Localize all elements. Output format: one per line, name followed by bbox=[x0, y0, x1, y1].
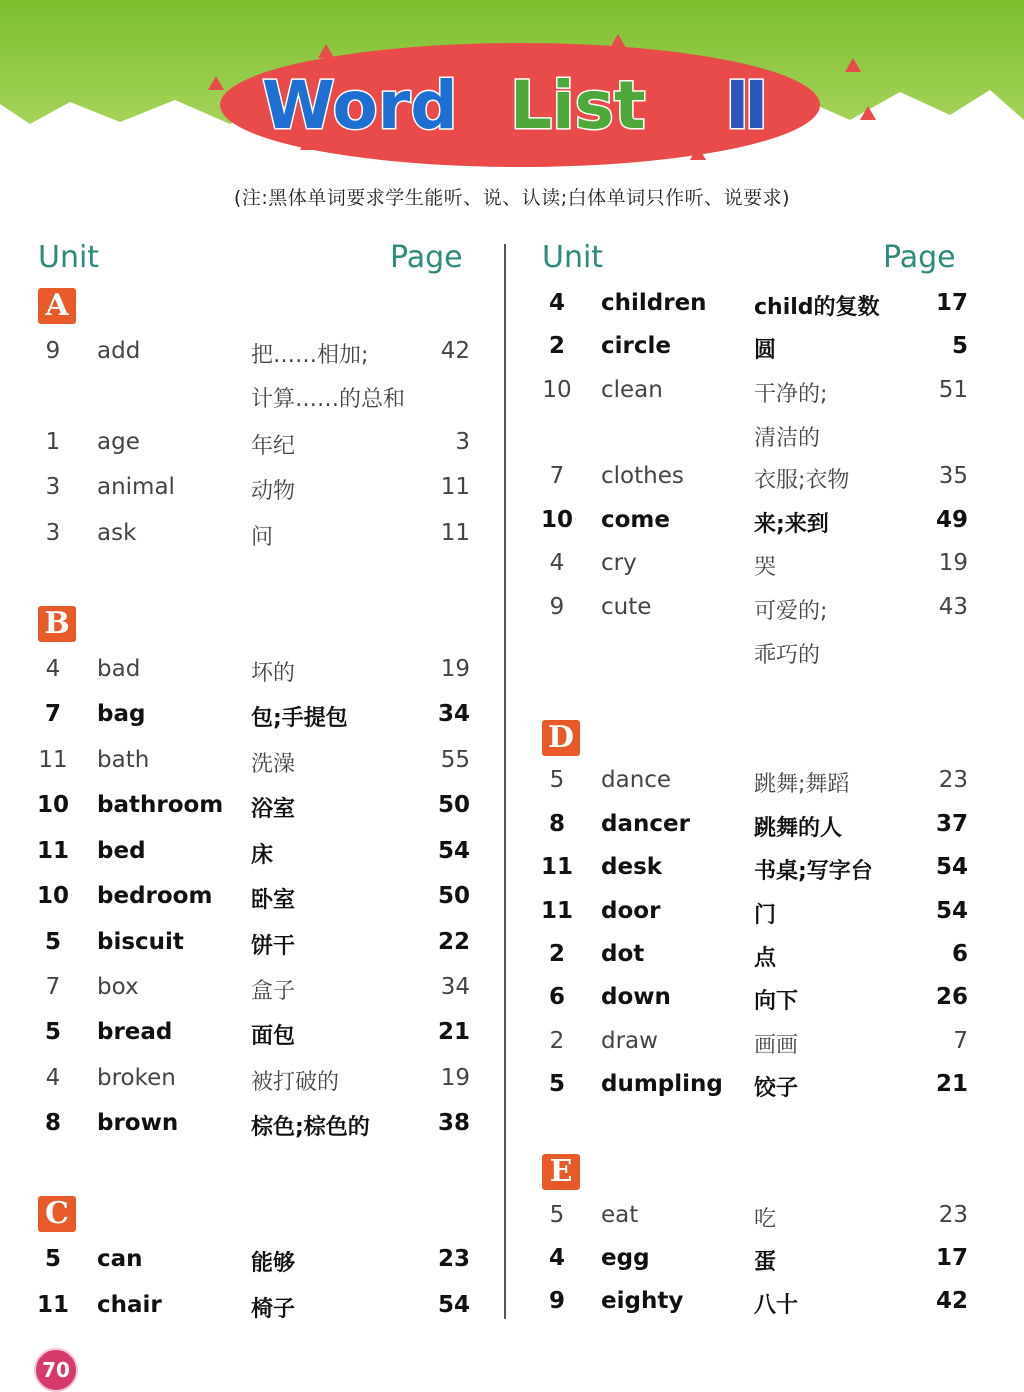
unit-number: 5 bbox=[44, 929, 61, 955]
chinese-meaning: 动物 bbox=[251, 479, 296, 504]
chinese-meaning: 问 bbox=[251, 525, 274, 550]
unit-number: 4 bbox=[45, 1065, 61, 1091]
chinese-meaning: 把……相加; bbox=[251, 343, 369, 368]
right-unit-header: Unit bbox=[542, 240, 604, 275]
unit-number: 10 bbox=[540, 507, 573, 533]
chinese-meaning: 饼干 bbox=[251, 934, 296, 959]
page-ref: 54 bbox=[935, 854, 968, 880]
word-entry bbox=[0, 1028, 1024, 1064]
chinese-meaning: 圆 bbox=[754, 338, 777, 363]
chinese-meaning: 向下 bbox=[754, 989, 799, 1014]
page-ref: 42 bbox=[440, 338, 470, 364]
page-ref: 3 bbox=[455, 429, 470, 455]
english-word: broken bbox=[97, 1065, 176, 1091]
unit-number: 3 bbox=[45, 520, 61, 546]
page-ref: 42 bbox=[935, 1288, 968, 1314]
word-entry bbox=[0, 429, 1024, 465]
unit-number: 1 bbox=[45, 429, 61, 455]
page-number: 70 bbox=[34, 1348, 78, 1392]
unit-number: 4 bbox=[548, 1245, 565, 1271]
unit-number: 3 bbox=[45, 474, 61, 500]
unit-number: 5 bbox=[44, 1019, 61, 1045]
english-word: dance bbox=[601, 767, 672, 793]
unit-number: 11 bbox=[38, 747, 68, 773]
unit-number: 7 bbox=[45, 974, 61, 1000]
chinese-meaning: 被打破的 bbox=[251, 1070, 340, 1095]
chinese-meaning: 饺子 bbox=[754, 1076, 799, 1101]
chinese-meaning: 衣服;衣物 bbox=[754, 468, 850, 493]
chinese-meaning: 床 bbox=[251, 843, 274, 868]
english-word: ask bbox=[97, 520, 137, 546]
page-ref: 54 bbox=[935, 898, 968, 924]
chinese-meaning: 椅子 bbox=[251, 1297, 296, 1322]
english-word: bedroom bbox=[97, 883, 213, 909]
english-word: bad bbox=[97, 656, 141, 682]
english-word: dancer bbox=[601, 811, 690, 837]
word-entry bbox=[0, 507, 1024, 543]
chinese-meaning: 盒子 bbox=[251, 979, 296, 1004]
english-word: cute bbox=[601, 594, 652, 620]
unit-number: 2 bbox=[548, 941, 565, 967]
english-word: dot bbox=[601, 941, 645, 967]
unit-number: 4 bbox=[45, 656, 61, 682]
svg-text:List: List bbox=[510, 67, 646, 144]
unit-number: 5 bbox=[44, 1246, 61, 1272]
english-word: can bbox=[97, 1246, 143, 1272]
word-entry bbox=[0, 656, 1024, 692]
page-ref: 23 bbox=[938, 1202, 968, 1228]
unit-number: 9 bbox=[45, 338, 61, 364]
chinese-meaning: 画画 bbox=[754, 1033, 799, 1058]
page-ref: 17 bbox=[935, 1245, 968, 1271]
page-ref: 34 bbox=[437, 701, 470, 727]
page-ref: 19 bbox=[440, 1065, 470, 1091]
unit-number: 9 bbox=[548, 1288, 565, 1314]
instruction-note: (注:黑体单词要求学生能听、说、认读;白体单词只作听、说要求) bbox=[233, 187, 791, 209]
english-word: down bbox=[601, 984, 671, 1010]
unit-number: 6 bbox=[548, 984, 565, 1010]
unit-number: 8 bbox=[44, 1110, 61, 1136]
chinese-meaning: 干净的; bbox=[754, 382, 828, 407]
english-word: desk bbox=[601, 854, 663, 880]
word-entry bbox=[0, 898, 1024, 934]
section-letter-c: C bbox=[38, 1196, 76, 1232]
chinese-meaning: 八十 bbox=[754, 1293, 799, 1318]
word-entry bbox=[0, 1110, 1024, 1146]
page-ref: 51 bbox=[938, 377, 968, 403]
english-word: bread bbox=[97, 1019, 173, 1045]
english-word: bag bbox=[97, 701, 146, 727]
page-ref: 26 bbox=[935, 984, 968, 1010]
english-word: age bbox=[97, 429, 140, 455]
english-word: cry bbox=[601, 550, 637, 576]
page-ref: 6 bbox=[951, 941, 968, 967]
english-word: eighty bbox=[601, 1288, 684, 1314]
page-ref: 35 bbox=[938, 463, 968, 489]
unit-number: 11 bbox=[540, 898, 573, 924]
chinese-meaning: 年纪 bbox=[251, 434, 296, 459]
english-word: draw bbox=[601, 1028, 658, 1054]
unit-number: 11 bbox=[36, 1292, 69, 1318]
word-entry bbox=[0, 984, 1024, 1020]
page-ref: 11 bbox=[440, 520, 470, 546]
chinese-meaning: 面包 bbox=[251, 1024, 296, 1049]
left-page-header: Page bbox=[390, 240, 463, 275]
english-word: box bbox=[97, 974, 139, 1000]
page-ref: 34 bbox=[440, 974, 470, 1000]
chinese-meaning: 哭 bbox=[754, 555, 777, 580]
chinese-meaning: 跳舞;舞蹈 bbox=[754, 772, 850, 797]
english-word: animal bbox=[97, 474, 175, 500]
word-entry bbox=[0, 854, 1024, 890]
page-ref: 37 bbox=[935, 811, 968, 837]
page-ref: 55 bbox=[440, 747, 470, 773]
chinese-meaning: 跳舞的人 bbox=[754, 816, 843, 841]
chinese-meaning: 点 bbox=[754, 946, 777, 971]
unit-number: 5 bbox=[549, 767, 565, 793]
word-entry bbox=[0, 811, 1024, 847]
english-word: dumpling bbox=[601, 1071, 723, 1097]
word-entry bbox=[0, 941, 1024, 977]
page-ref: 50 bbox=[437, 883, 470, 909]
unit-number: 7 bbox=[44, 701, 61, 727]
english-word: eat bbox=[601, 1202, 639, 1228]
chinese-meaning: 来;来到 bbox=[754, 512, 829, 537]
unit-number: 10 bbox=[36, 883, 69, 909]
english-word: add bbox=[97, 338, 141, 364]
page-ref: 11 bbox=[440, 474, 470, 500]
english-word: biscuit bbox=[97, 929, 184, 955]
chinese-meaning: 洗澡 bbox=[251, 752, 296, 777]
chinese-meaning: 坏的 bbox=[251, 661, 296, 686]
page-ref: 21 bbox=[935, 1071, 968, 1097]
left-unit-header: Unit bbox=[38, 240, 100, 275]
word-entry bbox=[0, 701, 1024, 737]
section-letter-b: B bbox=[38, 606, 76, 642]
page-ref: 21 bbox=[437, 1019, 470, 1045]
svg-text:Ⅱ: Ⅱ bbox=[725, 67, 769, 144]
unit-number: 10 bbox=[542, 377, 572, 403]
chinese-meaning: 棕色;棕色的 bbox=[251, 1115, 370, 1140]
chinese-meaning: 浴室 bbox=[251, 797, 296, 822]
word-entry bbox=[0, 594, 1024, 668]
english-word: children bbox=[601, 290, 707, 316]
chinese-meaning: 蛋 bbox=[754, 1250, 777, 1275]
chinese-meaning: 书桌;写字台 bbox=[754, 859, 873, 884]
page-ref: 7 bbox=[953, 1028, 968, 1054]
header-banner bbox=[0, 0, 1024, 175]
word-entry bbox=[0, 333, 1024, 369]
svg-text:Word: Word bbox=[262, 67, 458, 144]
english-word: clothes bbox=[601, 463, 684, 489]
chinese-meaning-continued: 清洁的 bbox=[754, 426, 821, 451]
word-entry bbox=[0, 463, 1024, 499]
page-ref: 19 bbox=[440, 656, 470, 682]
page-ref: 49 bbox=[935, 507, 968, 533]
unit-number: 4 bbox=[548, 290, 565, 316]
chinese-meaning-continued: 乖巧的 bbox=[754, 643, 821, 668]
page-ref: 23 bbox=[938, 767, 968, 793]
page-ref: 17 bbox=[935, 290, 968, 316]
right-page-header: Page bbox=[883, 240, 956, 275]
word-entry bbox=[0, 1288, 1024, 1324]
word-entry bbox=[0, 550, 1024, 586]
word-entry bbox=[0, 767, 1024, 803]
word-entry bbox=[0, 1071, 1024, 1107]
english-word: door bbox=[601, 898, 661, 924]
word-entry bbox=[0, 1245, 1024, 1281]
section-letter-e: E bbox=[542, 1154, 580, 1190]
page-ref: 19 bbox=[938, 550, 968, 576]
chinese-meaning: 可爱的; bbox=[754, 599, 828, 624]
page-ref: 22 bbox=[437, 929, 470, 955]
unit-number: 8 bbox=[548, 811, 565, 837]
word-entry bbox=[0, 290, 1024, 326]
unit-number: 2 bbox=[549, 1028, 565, 1054]
unit-number: 11 bbox=[540, 854, 573, 880]
chinese-meaning: 吃 bbox=[754, 1207, 777, 1232]
chinese-meaning: 能够 bbox=[251, 1251, 296, 1276]
english-word: bed bbox=[97, 838, 146, 864]
page-ref: 54 bbox=[437, 838, 470, 864]
page-ref: 54 bbox=[437, 1292, 470, 1318]
english-word: clean bbox=[601, 377, 663, 403]
page-ref: 5 bbox=[951, 333, 968, 359]
unit-number: 5 bbox=[548, 1071, 565, 1097]
section-letter-d: D bbox=[542, 720, 580, 756]
chinese-meaning: child的复数 bbox=[754, 295, 880, 320]
chinese-meaning: 包;手提包 bbox=[251, 706, 348, 731]
english-word: bath bbox=[97, 747, 150, 773]
unit-number: 4 bbox=[549, 550, 565, 576]
unit-number: 2 bbox=[548, 333, 565, 359]
word-entry bbox=[0, 1202, 1024, 1238]
chinese-meaning-continued: 计算……的总和 bbox=[251, 387, 406, 412]
english-word: circle bbox=[601, 333, 671, 359]
unit-number: 9 bbox=[549, 594, 565, 620]
unit-number: 7 bbox=[549, 463, 565, 489]
english-word: come bbox=[601, 507, 670, 533]
page-ref: 43 bbox=[938, 594, 968, 620]
section-letter-a: A bbox=[38, 288, 76, 324]
unit-number: 10 bbox=[36, 792, 69, 818]
english-word: bathroom bbox=[97, 792, 224, 818]
page-ref: 23 bbox=[437, 1246, 470, 1272]
page-ref: 38 bbox=[437, 1110, 470, 1136]
unit-number: 5 bbox=[549, 1202, 565, 1228]
english-word: brown bbox=[97, 1110, 179, 1136]
page-ref: 50 bbox=[437, 792, 470, 818]
english-word: chair bbox=[97, 1292, 162, 1318]
english-word: egg bbox=[601, 1245, 650, 1271]
unit-number: 11 bbox=[36, 838, 69, 864]
chinese-meaning: 门 bbox=[754, 903, 777, 928]
chinese-meaning: 卧室 bbox=[251, 888, 296, 913]
